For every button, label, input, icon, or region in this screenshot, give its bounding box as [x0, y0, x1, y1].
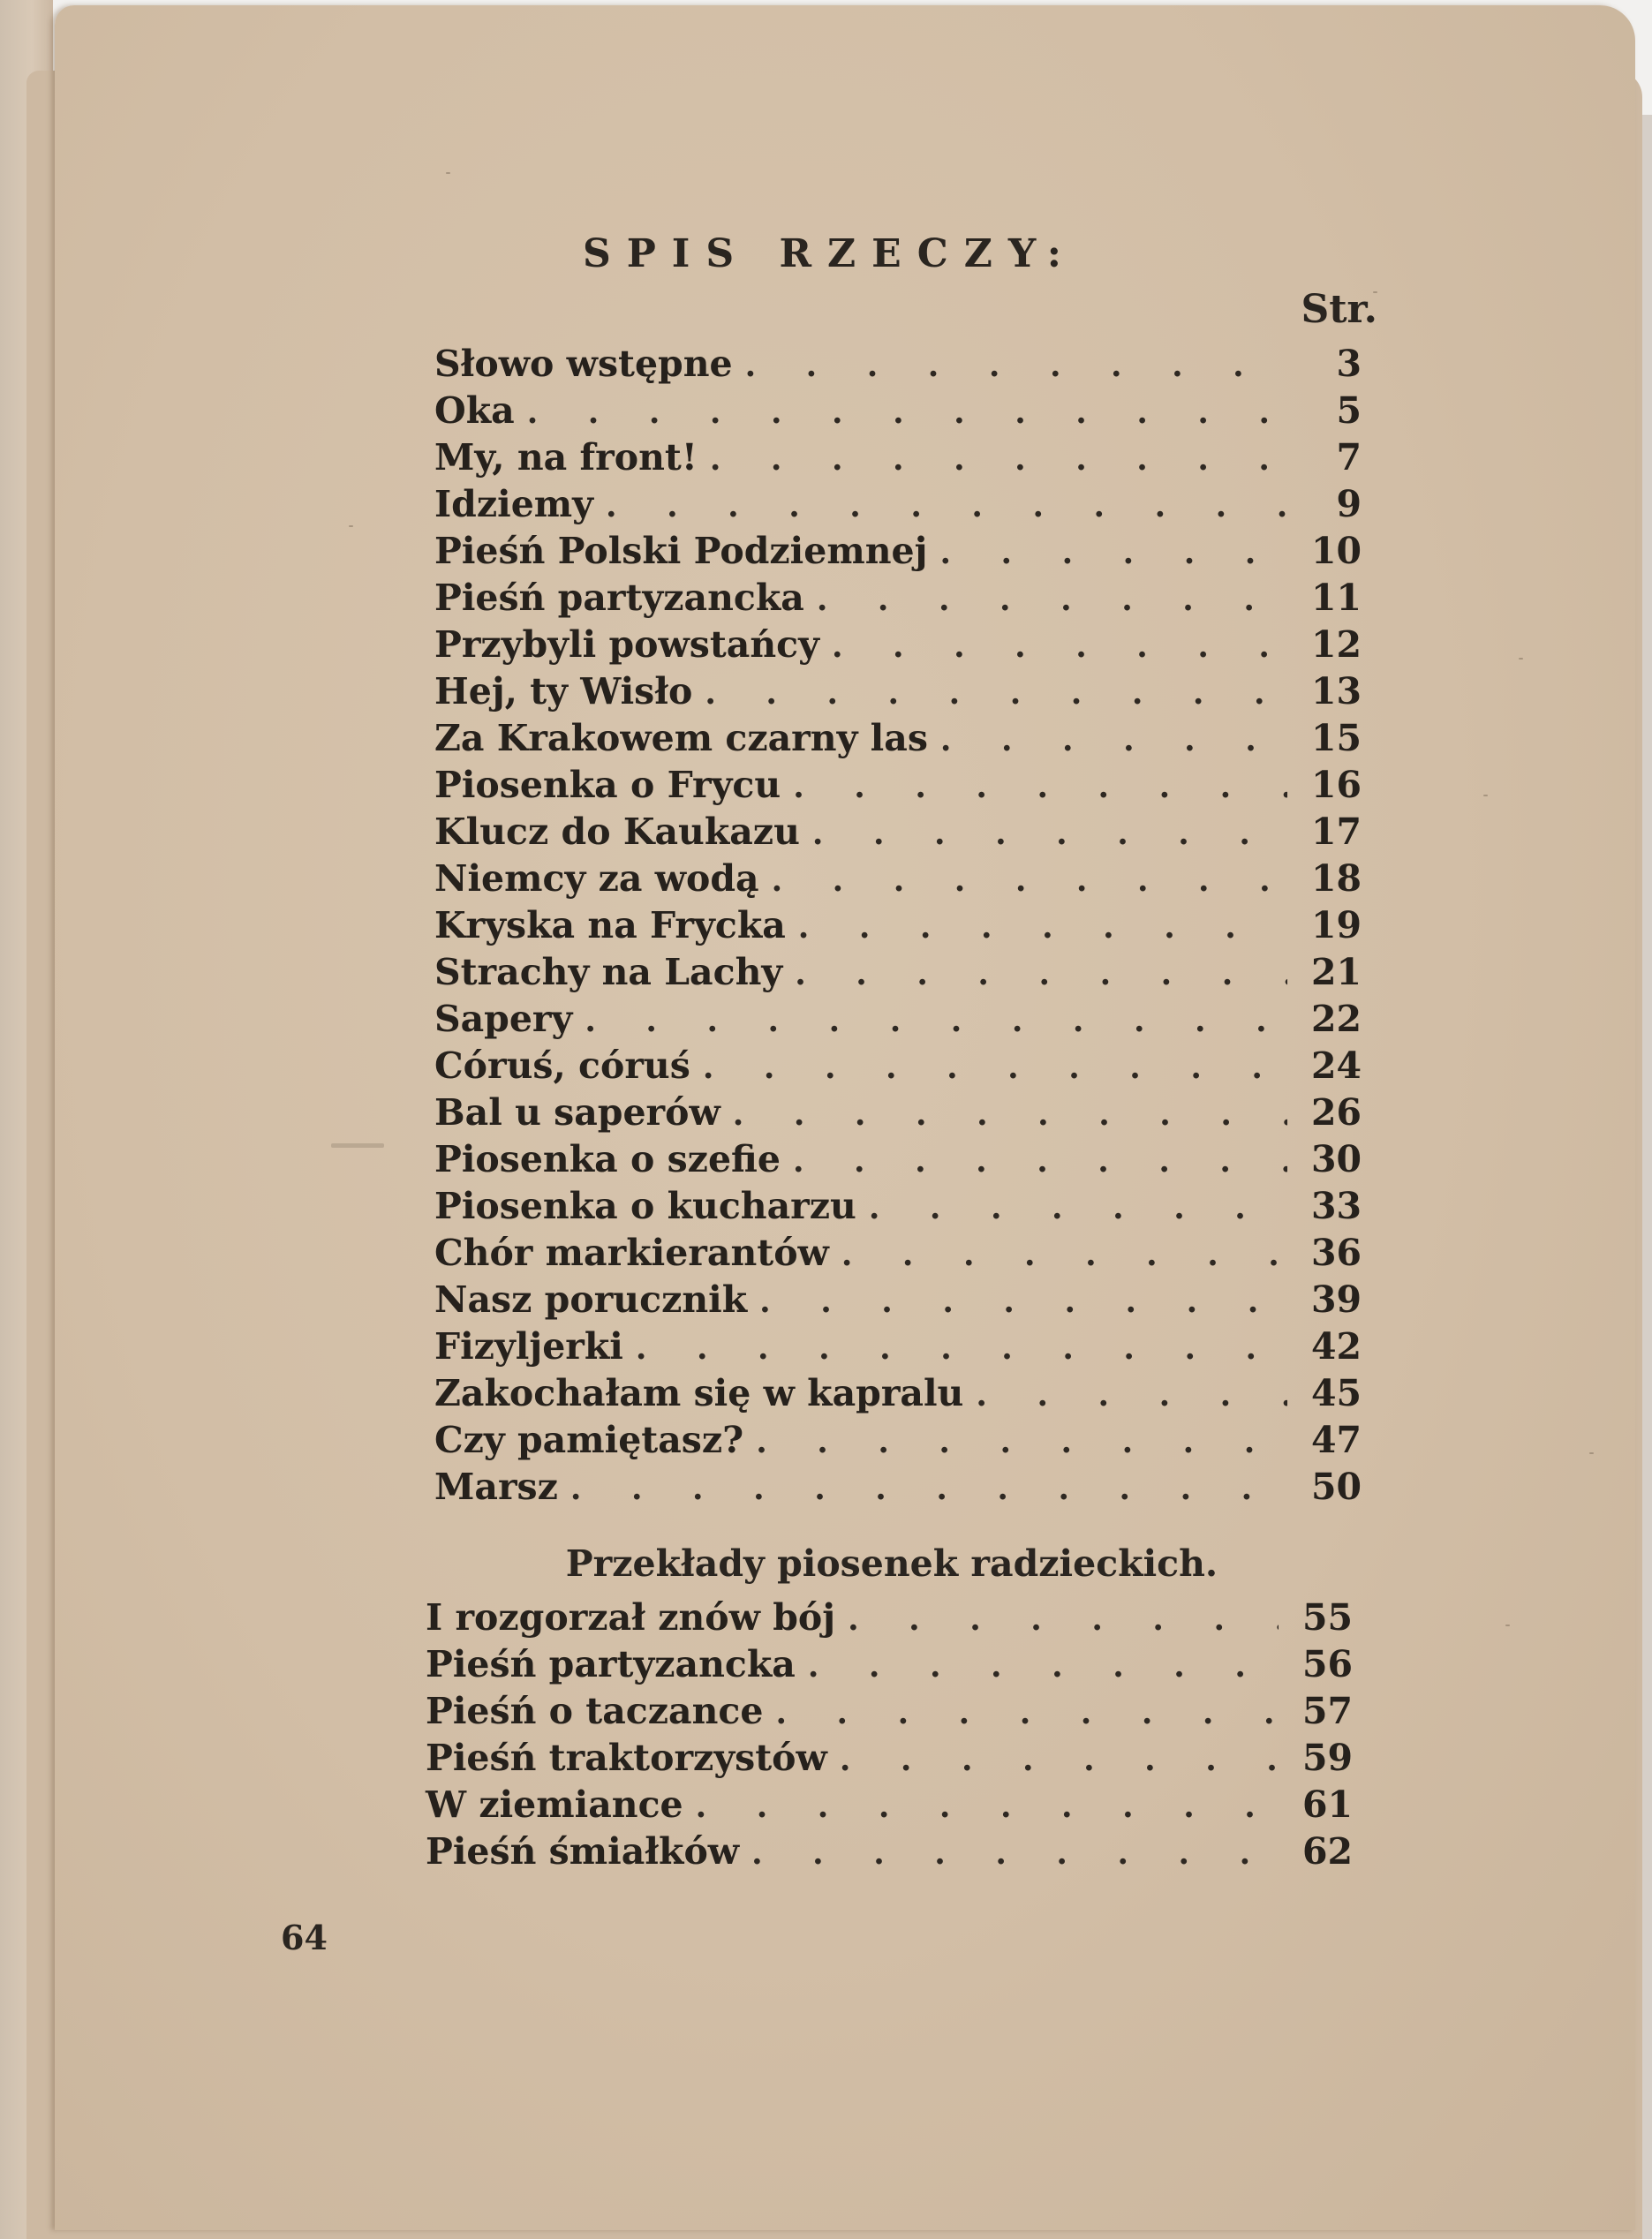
toc-entry: [434, 1466, 1362, 1512]
toc-entry: [434, 1232, 1362, 1278]
toc-entry: [434, 857, 1362, 904]
dot-leader: [570, 1470, 1287, 1507]
entry-page: 12: [1310, 623, 1362, 666]
toc-entry: [426, 1830, 1353, 1877]
entry-page: 11: [1310, 577, 1362, 619]
paper-speck: [349, 525, 353, 527]
entry-title: Za Krakowem czarny las: [434, 717, 928, 759]
dot-leader: [848, 1601, 1279, 1638]
dot-leader: [733, 1096, 1287, 1133]
entry-page: 50: [1310, 1466, 1362, 1508]
dot-leader: [705, 675, 1287, 712]
entry-page: 22: [1310, 998, 1362, 1040]
entry-title: Oka: [434, 389, 515, 432]
toc-entry: [426, 1690, 1353, 1737]
toc-entry: [426, 1783, 1353, 1830]
entry-page: 10: [1310, 530, 1362, 572]
entry-page: 24: [1310, 1044, 1362, 1087]
paper-speck: [1519, 658, 1523, 660]
entry-title: Córuś, córuś: [434, 1044, 690, 1087]
toc-entry: [434, 1185, 1362, 1232]
entry-page: 26: [1310, 1091, 1362, 1134]
entry-page: 57: [1301, 1690, 1353, 1732]
toc-entry: [434, 951, 1362, 998]
toc-entry: [434, 1325, 1362, 1372]
entry-title: I rozgorzał znów bój: [426, 1596, 836, 1639]
paper-speck: [1483, 795, 1488, 796]
entry-title: Pieśń śmiałków: [426, 1830, 740, 1873]
page-column-label: Str.: [1301, 287, 1377, 332]
dot-leader: [795, 955, 1287, 992]
dot-leader: [832, 628, 1287, 665]
dot-leader: [793, 1142, 1287, 1180]
entry-page: 33: [1310, 1185, 1362, 1227]
entry-page: 36: [1310, 1232, 1362, 1274]
dot-leader: [798, 908, 1287, 946]
entry-page: 3: [1336, 343, 1362, 385]
entry-page: 17: [1310, 810, 1362, 853]
toc-entry: [434, 764, 1362, 810]
toc-entry: [434, 1372, 1362, 1419]
entry-page: 61: [1301, 1783, 1353, 1826]
toc-heading: SPIS RZECZY:: [582, 231, 1078, 276]
toc-entry: [434, 623, 1362, 670]
entry-page: 59: [1301, 1737, 1353, 1779]
entry-page: 21: [1310, 951, 1362, 993]
dot-leader: [745, 347, 1287, 384]
dot-leader: [710, 441, 1287, 478]
entry-title: Pieśń Polski Podziemnej: [434, 530, 928, 572]
dot-leader: [817, 581, 1287, 618]
entry-title: Bal u saperów: [434, 1091, 720, 1134]
toc-entry: [434, 1278, 1362, 1325]
dot-leader: [772, 862, 1287, 899]
entry-page: 42: [1310, 1325, 1362, 1368]
paper-speck: [1505, 1625, 1510, 1626]
entry-page: 39: [1310, 1278, 1362, 1321]
dot-leader: [939, 534, 1287, 571]
toc-entry: [434, 670, 1362, 717]
entry-title: Marsz: [434, 1466, 558, 1508]
entry-page: 62: [1301, 1830, 1353, 1873]
entry-page: 18: [1310, 857, 1362, 900]
dot-leader: [808, 1647, 1279, 1685]
paper-speck: [1589, 1452, 1594, 1454]
page-number: 64: [281, 1918, 328, 1957]
entry-title: My, na front!: [434, 436, 698, 479]
dot-leader: [869, 1189, 1287, 1226]
dot-leader: [703, 1049, 1287, 1086]
dot-leader: [812, 815, 1287, 852]
entry-title: Chór markierantów: [434, 1232, 829, 1274]
entry-title: Niemcy za wodą: [434, 857, 759, 900]
entry-title: Pieśń o taczance: [426, 1690, 764, 1732]
toc-entry: [434, 998, 1362, 1044]
dot-leader: [759, 1283, 1287, 1320]
toc-entry: [434, 343, 1362, 389]
toc-entry: [434, 577, 1362, 623]
toc-entry: [434, 1138, 1362, 1185]
entry-page: 55: [1301, 1596, 1353, 1639]
toc-entry: [426, 1596, 1353, 1643]
entry-title: Strachy na Lachy: [434, 951, 783, 993]
entry-title: Kryska na Frycka: [434, 904, 786, 946]
dot-leader: [775, 1694, 1279, 1731]
translations-heading: Przekłady piosenek radzieckich.: [565, 1542, 1218, 1585]
entry-title: Klucz do Kaukazu: [434, 810, 800, 853]
dot-leader: [841, 1236, 1287, 1273]
toc-entry: [434, 904, 1362, 951]
dot-leader: [751, 1835, 1279, 1872]
entry-title: Nasz porucznik: [434, 1278, 748, 1321]
entry-title: Zakochałam się w kapralu: [434, 1372, 964, 1414]
entry-title: Pieśń partyzancka: [426, 1643, 796, 1685]
toc-entry: [434, 530, 1362, 577]
toc-entry: [434, 483, 1362, 530]
entry-title: Słowo wstępne: [434, 343, 733, 385]
entry-title: Piosenka o kucharzu: [434, 1185, 856, 1227]
entry-title: Piosenka o Frycu: [434, 764, 781, 806]
toc-entry: [434, 717, 1362, 764]
entry-title: Czy pamiętasz?: [434, 1419, 744, 1461]
entry-title: Sapery: [434, 998, 573, 1040]
entry-title: W ziemiance: [426, 1783, 683, 1826]
entry-title: Piosenka o szefie: [434, 1138, 781, 1180]
dot-leader: [636, 1330, 1287, 1367]
entry-page: 9: [1336, 483, 1362, 525]
dot-leader: [793, 768, 1287, 805]
entry-page: 7: [1336, 436, 1362, 479]
toc-entry: [426, 1737, 1353, 1783]
dot-leader: [527, 394, 1287, 431]
toc-entry: [434, 810, 1362, 857]
entry-page: 47: [1310, 1419, 1362, 1461]
toc-entry: [434, 1419, 1362, 1466]
dot-leader: [696, 1788, 1279, 1825]
dot-leader: [606, 487, 1287, 524]
dot-leader: [585, 1002, 1287, 1039]
entry-page: 15: [1310, 717, 1362, 759]
entry-page: 45: [1310, 1372, 1362, 1414]
paper-speck: [446, 172, 450, 174]
dot-leader: [756, 1423, 1287, 1460]
entry-page: 13: [1310, 670, 1362, 712]
toc-entry: [434, 436, 1362, 483]
entry-title: Pieśń partyzancka: [434, 577, 804, 619]
entry-page: 30: [1310, 1138, 1362, 1180]
translations-list: [426, 1596, 1353, 1877]
entry-page: 56: [1301, 1643, 1353, 1685]
entry-title: Idziemy: [434, 483, 593, 525]
entry-page: 19: [1310, 904, 1362, 946]
dot-leader: [940, 721, 1287, 758]
entry-title: Hej, ty Wisło: [434, 670, 693, 712]
entry-title: Fizyljerki: [434, 1325, 623, 1368]
toc-entry: [426, 1643, 1353, 1690]
toc-entry: [434, 389, 1362, 436]
toc-entry: [434, 1044, 1362, 1091]
toc-entry: [434, 1091, 1362, 1138]
entry-title: Pieśń traktorzystów: [426, 1737, 827, 1779]
dot-leader: [840, 1741, 1279, 1778]
paper-smudge: [331, 1143, 384, 1148]
entry-page: 5: [1336, 389, 1362, 432]
toc-list: [434, 343, 1362, 1512]
entry-title: Przybyli powstańcy: [434, 623, 819, 666]
entry-page: 16: [1310, 764, 1362, 806]
dot-leader: [976, 1376, 1287, 1414]
